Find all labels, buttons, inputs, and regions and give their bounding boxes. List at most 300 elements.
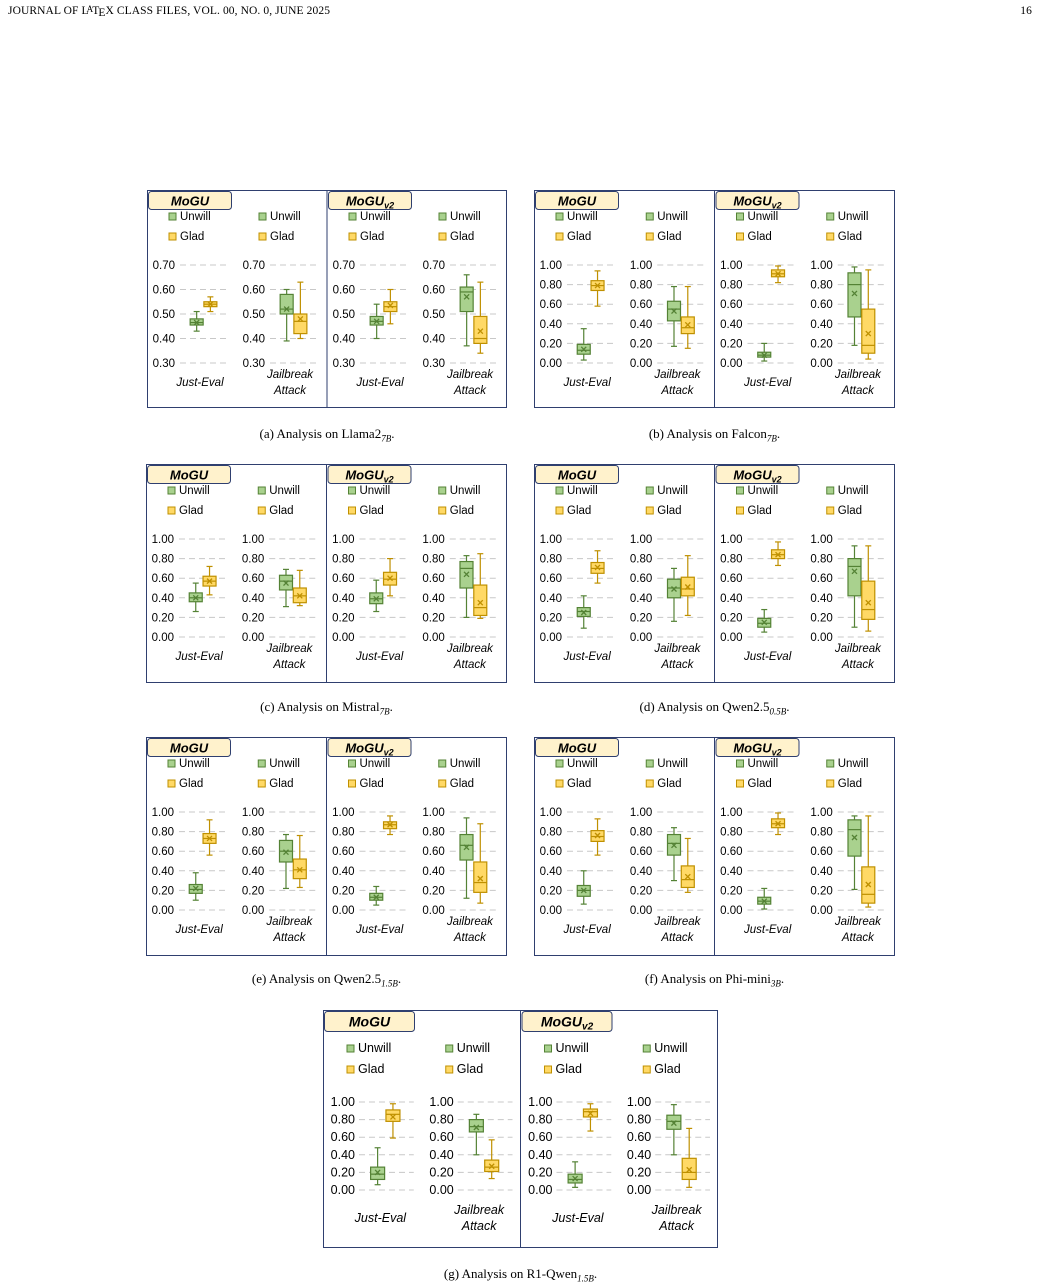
- y-tick-label: 0.60: [810, 299, 833, 312]
- svg-text:Unwill: Unwill: [837, 758, 869, 770]
- y-tick-label: 0.60: [539, 846, 562, 859]
- y-tick-label: 0.60: [629, 299, 653, 312]
- page-number: 16: [1020, 5, 1032, 17]
- panel-title-mogu: [536, 192, 619, 210]
- y-tick-label: 0.20: [330, 1165, 355, 1180]
- chart-b: [534, 190, 895, 408]
- x-label: Jailbreak Attack: [654, 643, 701, 671]
- y-tick-label: 0.60: [720, 299, 743, 312]
- y-tick-label: 0.80: [539, 553, 562, 566]
- y-tick-label: 0.20: [422, 885, 445, 898]
- x-label: Just-Eval: [743, 651, 792, 663]
- y-tick-label: 1.00: [720, 260, 743, 272]
- svg-text:Unwill: Unwill: [567, 211, 598, 223]
- y-tick-label: 0.80: [332, 826, 355, 839]
- y-tick-label: 0.40: [629, 592, 653, 605]
- y-tick-label: 0.80: [429, 1112, 454, 1127]
- svg-text:Unwill: Unwill: [179, 758, 210, 770]
- y-tick-label: 0.80: [151, 553, 174, 566]
- y-tick-label: 0.40: [528, 1147, 553, 1162]
- svg-text:Unwill: Unwill: [567, 485, 598, 497]
- y-tick-label: 1.00: [429, 1095, 454, 1109]
- svg-text:Glad: Glad: [837, 231, 863, 243]
- svg-text:MoGU: MoGU: [169, 740, 209, 756]
- y-tick-label: 0.20: [626, 1165, 652, 1180]
- panel-title-mogu: [148, 739, 231, 757]
- x-label: Just-Eval: [175, 651, 223, 663]
- figure-caption-a: (a) Analysis on $Llama2_{7B}$.: [259, 426, 395, 444]
- y-tick-label: 0.20: [422, 612, 445, 625]
- y-tick-label: 0.60: [629, 573, 653, 586]
- running-header: JOURNAL OF LATEX CLASS FILES, VOL. 00, NO. 0, JUNE 2025: [8, 4, 331, 19]
- y-tick-label: 0.00: [629, 358, 653, 370]
- y-tick-label: 0.60: [332, 284, 355, 297]
- panel-title-moguv2: [329, 192, 412, 211]
- figure-d: [534, 464, 895, 683]
- x-label: Jailbreak Attack: [454, 1203, 505, 1233]
- y-tick-label: 0.20: [241, 612, 265, 625]
- y-tick-label: 0.20: [810, 338, 833, 351]
- svg-text:Glad: Glad: [450, 231, 475, 243]
- x-label: Just-Eval: [563, 377, 611, 389]
- x-label: Jailbreak Attack: [266, 643, 313, 671]
- y-tick-label: 1.00: [330, 1095, 355, 1109]
- x-label: Just-Eval: [175, 924, 223, 936]
- y-tick-label: 0.60: [332, 573, 355, 586]
- x-label: Jailbreak Attack: [654, 369, 701, 397]
- y-tick-label: 0.60: [539, 573, 562, 586]
- svg-text:Unwill: Unwill: [657, 485, 688, 497]
- y-tick-label: 0.40: [241, 865, 265, 878]
- y-tick-label: 0.20: [629, 338, 653, 351]
- y-tick-label: 0.40: [539, 865, 562, 878]
- y-tick-label: 0.40: [810, 865, 833, 878]
- x-label: Jailbreak Attack: [446, 643, 493, 671]
- chart-a: [147, 190, 507, 408]
- svg-text:Glad: Glad: [654, 1062, 681, 1076]
- y-tick-label: 0.20: [151, 885, 174, 898]
- y-tick-label: 0.80: [422, 553, 445, 566]
- y-tick-label: 0.50: [332, 309, 355, 321]
- y-tick-label: 0.40: [422, 333, 445, 346]
- y-tick-label: 0.20: [539, 885, 562, 898]
- y-tick-label: 0.00: [241, 632, 265, 644]
- y-tick-label: 0.30: [242, 358, 265, 370]
- figure-caption-g: (g) Analysis on R1-Qwen$_{1.5B}$.: [443, 1266, 598, 1284]
- y-tick-label: 0.80: [241, 553, 265, 566]
- panel-title-moguv2: [522, 1012, 612, 1033]
- x-label: Jailbreak Attack: [834, 643, 881, 671]
- y-tick-label: 0.60: [422, 573, 445, 586]
- y-tick-label: 1.00: [720, 534, 743, 546]
- y-tick-label: 0.40: [626, 1147, 652, 1162]
- y-tick-label: 1.00: [626, 1095, 652, 1109]
- x-label: Jailbreak Attack: [651, 1203, 702, 1233]
- figure-f: [534, 737, 895, 956]
- y-tick-label: 0.20: [528, 1165, 553, 1180]
- y-tick-label: 0.60: [810, 846, 833, 859]
- y-tick-label: 0.70: [332, 260, 355, 272]
- y-tick-label: 0.00: [539, 358, 562, 370]
- y-tick-label: 0.00: [332, 905, 355, 917]
- y-tick-label: 0.00: [241, 905, 265, 917]
- y-tick-label: 0.60: [241, 573, 265, 586]
- chart-f: [534, 737, 895, 956]
- y-tick-label: 0.60: [422, 846, 445, 859]
- y-tick-label: 0.40: [720, 592, 743, 605]
- y-tick-label: 0.80: [720, 553, 743, 566]
- y-tick-label: 0.60: [151, 846, 174, 859]
- svg-text:Unwill: Unwill: [747, 485, 779, 497]
- y-tick-label: 0.00: [720, 358, 743, 370]
- svg-text:Unwill: Unwill: [654, 1041, 688, 1055]
- y-tick-label: 1.00: [539, 534, 562, 546]
- figure-caption-e: (e) Analysis on $Qwen2.5_{1.5B}$.: [251, 971, 402, 989]
- x-label: Just-Eval: [563, 924, 611, 936]
- y-tick-label: 1.00: [422, 534, 445, 546]
- svg-text:MoGUv2: MoGU$_{v2}$: [540, 1013, 594, 1033]
- figure-a: [147, 190, 507, 408]
- caption-wrap-e: [146, 971, 507, 989]
- svg-text:Glad: Glad: [456, 1062, 484, 1076]
- y-tick-label: 0.60: [332, 846, 355, 859]
- y-tick-label: 0.30: [332, 358, 355, 370]
- y-tick-label: 0.60: [422, 284, 445, 297]
- y-tick-label: 0.00: [720, 905, 743, 917]
- svg-text:MoGUv2: MoGU$_{v2}$: [345, 193, 395, 211]
- svg-text:MoGUv2: MoGU$_{v2}$: [733, 193, 782, 211]
- svg-text:Glad: Glad: [360, 231, 385, 243]
- y-tick-label: 1.00: [810, 534, 833, 546]
- svg-text:MoGUv2: MoGU$_{v2}$: [733, 467, 782, 485]
- chart-d: [534, 464, 895, 683]
- caption-wrap-g: [323, 1266, 718, 1284]
- y-tick-label: 1.00: [241, 534, 265, 546]
- svg-text:Glad: Glad: [747, 505, 772, 517]
- svg-text:Glad: Glad: [747, 231, 772, 243]
- y-tick-label: 0.00: [626, 1183, 652, 1197]
- caption-wrap-b: [534, 426, 895, 444]
- svg-text:Glad: Glad: [657, 778, 682, 790]
- svg-text:Unwill: Unwill: [270, 211, 301, 223]
- y-tick-label: 0.70: [152, 260, 175, 272]
- y-tick-label: 0.20: [539, 612, 562, 625]
- x-label: Jailbreak Attack: [266, 916, 313, 944]
- svg-text:MoGU: MoGU: [557, 193, 597, 209]
- y-tick-label: 1.00: [629, 807, 653, 819]
- panel-title-moguv2: [716, 466, 799, 485]
- y-tick-label: 0.20: [810, 885, 833, 898]
- y-tick-label: 0.80: [810, 279, 833, 292]
- svg-text:Unwill: Unwill: [837, 211, 869, 223]
- svg-text:Unwill: Unwill: [657, 758, 688, 770]
- figure-caption-d: (d) Analysis on $Qwen2.5_{0.5B}$.: [639, 699, 790, 717]
- y-tick-label: 0.80: [629, 826, 653, 839]
- y-tick-label: 0.20: [629, 612, 653, 625]
- svg-text:Glad: Glad: [269, 778, 294, 790]
- svg-text:Glad: Glad: [180, 231, 205, 243]
- y-tick-label: 0.80: [720, 826, 743, 839]
- figure-b: [534, 190, 895, 408]
- y-tick-label: 0.00: [151, 905, 174, 917]
- panel-title-mogu: [149, 192, 232, 210]
- svg-text:Glad: Glad: [657, 231, 682, 243]
- chart-e: [146, 737, 507, 956]
- y-tick-label: 0.40: [429, 1147, 454, 1162]
- y-tick-label: 0.40: [332, 333, 355, 346]
- y-tick-label: 1.00: [332, 534, 355, 546]
- y-tick-label: 0.70: [242, 260, 265, 272]
- y-tick-label: 0.00: [332, 632, 355, 644]
- y-tick-label: 0.60: [539, 299, 562, 312]
- svg-text:MoGU: MoGU: [170, 193, 210, 209]
- y-tick-label: 0.00: [539, 905, 562, 917]
- y-tick-label: 0.20: [332, 885, 355, 898]
- svg-text:Unwill: Unwill: [837, 485, 869, 497]
- svg-text:Glad: Glad: [269, 505, 294, 517]
- y-tick-label: 0.80: [629, 553, 653, 566]
- y-tick-label: 0.80: [241, 826, 265, 839]
- y-tick-label: 0.80: [810, 553, 833, 566]
- y-tick-label: 0.20: [241, 885, 265, 898]
- y-tick-label: 0.80: [810, 826, 833, 839]
- figure-caption-b: (b) Analysis on Falcon$_{7B}$.: [648, 426, 781, 444]
- svg-text:MoGU: MoGU: [557, 740, 597, 756]
- figure-c: [146, 464, 507, 683]
- svg-text:Glad: Glad: [747, 778, 772, 790]
- svg-text:MoGUv2: MoGU$_{v2}$: [345, 740, 394, 758]
- x-label: Just-Eval: [552, 1211, 604, 1225]
- svg-text:Unwill: Unwill: [179, 485, 210, 497]
- svg-text:Unwill: Unwill: [359, 485, 391, 497]
- y-tick-label: 0.00: [528, 1183, 553, 1197]
- y-tick-label: 0.00: [330, 1183, 355, 1197]
- y-tick-label: 0.60: [720, 846, 743, 859]
- x-label: Just-Eval: [743, 924, 792, 936]
- svg-text:MoGU: MoGU: [169, 467, 209, 483]
- y-tick-label: 0.70: [422, 260, 445, 272]
- y-tick-label: 0.40: [629, 865, 653, 878]
- y-tick-label: 0.40: [539, 592, 562, 605]
- y-tick-label: 1.00: [539, 260, 562, 272]
- figure-e: [146, 737, 507, 956]
- figure-caption-f: (f) Analysis on Phi-mini$_{3B}$.: [644, 971, 785, 989]
- panel-title-mogu: [536, 466, 619, 484]
- y-tick-label: 1.00: [810, 260, 833, 272]
- figure-g: [323, 1010, 718, 1248]
- svg-text:Glad: Glad: [358, 1062, 385, 1076]
- y-tick-label: 0.00: [422, 632, 445, 644]
- y-tick-label: 0.20: [151, 612, 174, 625]
- x-label: Jailbreak Attack: [446, 916, 493, 944]
- y-tick-label: 0.40: [720, 318, 743, 331]
- svg-text:Unwill: Unwill: [657, 211, 688, 223]
- x-label: Jailbreak Attack: [446, 369, 494, 397]
- svg-text:Glad: Glad: [657, 505, 682, 517]
- svg-text:Glad: Glad: [567, 505, 592, 517]
- y-tick-label: 0.40: [151, 592, 174, 605]
- chart-c: [146, 464, 507, 683]
- svg-text:Unwill: Unwill: [747, 211, 779, 223]
- panel-title-mogu: [148, 466, 231, 484]
- y-tick-label: 1.00: [422, 807, 445, 819]
- x-label: Just-Eval: [355, 651, 404, 663]
- svg-text:Unwill: Unwill: [360, 211, 391, 223]
- svg-text:Unwill: Unwill: [450, 211, 481, 223]
- y-tick-label: 0.40: [152, 333, 175, 346]
- y-tick-label: 0.60: [242, 284, 265, 297]
- y-tick-label: 0.80: [151, 826, 174, 839]
- y-tick-label: 0.60: [810, 573, 833, 586]
- y-tick-label: 1.00: [528, 1095, 553, 1109]
- svg-text:Unwill: Unwill: [358, 1041, 392, 1055]
- y-tick-label: 0.60: [528, 1130, 553, 1145]
- y-tick-label: 1.00: [720, 807, 743, 819]
- x-label: Just-Eval: [176, 377, 224, 389]
- y-tick-label: 0.00: [720, 632, 743, 644]
- y-tick-label: 0.00: [151, 632, 174, 644]
- y-tick-label: 0.40: [242, 333, 265, 346]
- svg-text:Glad: Glad: [567, 778, 592, 790]
- svg-text:MoGUv2: MoGU$_{v2}$: [345, 467, 394, 485]
- x-label: Just-Eval: [563, 651, 611, 663]
- y-tick-label: 0.40: [422, 592, 445, 605]
- svg-text:Glad: Glad: [270, 231, 295, 243]
- y-tick-label: 1.00: [629, 534, 653, 546]
- x-label: Just-Eval: [354, 1211, 407, 1225]
- y-tick-label: 0.20: [720, 885, 743, 898]
- y-tick-label: 0.00: [429, 1183, 454, 1197]
- y-tick-label: 0.80: [539, 826, 562, 839]
- y-tick-label: 1.00: [332, 807, 355, 819]
- y-tick-label: 0.20: [629, 885, 653, 898]
- y-tick-label: 0.80: [330, 1112, 355, 1127]
- y-tick-label: 0.60: [152, 284, 175, 297]
- x-label: Jailbreak Attack: [834, 369, 881, 397]
- figure-caption-c: (c) Analysis on Mistral$_{7B}$.: [260, 699, 393, 717]
- caption-wrap-d: [534, 699, 895, 717]
- y-tick-label: 0.20: [720, 612, 743, 625]
- x-label: Jailbreak Attack: [266, 369, 314, 397]
- y-tick-label: 0.20: [332, 612, 355, 625]
- y-tick-label: 0.60: [330, 1130, 355, 1145]
- y-tick-label: 1.00: [151, 534, 174, 546]
- y-tick-label: 0.40: [720, 865, 743, 878]
- y-tick-label: 0.80: [629, 279, 653, 292]
- y-tick-label: 0.80: [332, 553, 355, 566]
- svg-text:Glad: Glad: [555, 1062, 582, 1076]
- y-tick-label: 0.00: [810, 358, 833, 370]
- panel-title-moguv2: [716, 739, 799, 758]
- y-tick-label: 0.00: [810, 632, 833, 644]
- svg-text:Glad: Glad: [359, 778, 384, 790]
- y-tick-label: 0.40: [151, 865, 174, 878]
- y-tick-label: 0.40: [332, 592, 355, 605]
- y-tick-label: 0.60: [429, 1130, 454, 1145]
- y-tick-label: 0.20: [810, 612, 833, 625]
- panel-title-mogu: [536, 739, 619, 757]
- svg-text:Glad: Glad: [359, 505, 384, 517]
- y-tick-label: 0.40: [422, 865, 445, 878]
- svg-text:Unwill: Unwill: [359, 758, 391, 770]
- y-tick-label: 1.00: [241, 807, 265, 819]
- y-tick-label: 1.00: [151, 807, 174, 819]
- y-tick-label: 0.40: [539, 318, 562, 331]
- y-tick-label: 0.30: [152, 358, 175, 370]
- y-tick-label: 0.80: [528, 1112, 553, 1127]
- svg-text:Glad: Glad: [179, 505, 204, 517]
- y-tick-label: 0.50: [422, 309, 445, 321]
- svg-text:Glad: Glad: [449, 778, 475, 790]
- svg-text:MoGU: MoGU: [348, 1013, 391, 1030]
- x-label: Jailbreak Attack: [834, 916, 881, 944]
- y-tick-label: 1.00: [810, 807, 833, 819]
- y-tick-label: 0.00: [629, 632, 653, 644]
- y-tick-label: 1.00: [539, 807, 562, 819]
- svg-text:Unwill: Unwill: [456, 1041, 491, 1055]
- x-label: Just-Eval: [356, 377, 404, 389]
- caption-wrap-a: [147, 426, 507, 444]
- y-tick-label: 0.40: [241, 592, 265, 605]
- y-tick-label: 0.80: [626, 1112, 652, 1127]
- y-tick-label: 0.40: [330, 1147, 355, 1162]
- svg-text:Unwill: Unwill: [269, 758, 300, 770]
- panel-title-mogu: [325, 1012, 415, 1032]
- y-tick-label: 0.00: [629, 905, 653, 917]
- svg-text:Glad: Glad: [837, 778, 863, 790]
- y-tick-label: 0.60: [720, 573, 743, 586]
- panel-title-moguv2: [328, 739, 411, 758]
- y-tick-label: 0.60: [241, 846, 265, 859]
- svg-text:Unwill: Unwill: [180, 211, 211, 223]
- svg-text:Glad: Glad: [837, 505, 863, 517]
- y-tick-label: 0.40: [810, 318, 833, 331]
- y-tick-label: 0.40: [810, 592, 833, 605]
- y-tick-label: 1.00: [629, 260, 653, 272]
- svg-text:Unwill: Unwill: [269, 485, 300, 497]
- panel-title-moguv2: [716, 192, 799, 211]
- svg-text:MoGUv2: MoGU$_{v2}$: [733, 740, 782, 758]
- svg-text:MoGU: MoGU: [557, 467, 597, 483]
- x-label: Just-Eval: [355, 924, 404, 936]
- y-tick-label: 0.60: [151, 573, 174, 586]
- y-tick-label: 0.00: [539, 632, 562, 644]
- y-tick-label: 0.20: [429, 1165, 454, 1180]
- svg-text:Unwill: Unwill: [747, 758, 779, 770]
- y-tick-label: 0.00: [810, 905, 833, 917]
- y-tick-label: 0.20: [720, 338, 743, 351]
- y-tick-label: 0.80: [422, 826, 445, 839]
- y-tick-label: 0.50: [152, 309, 175, 321]
- y-tick-label: 0.00: [422, 905, 445, 917]
- svg-text:Unwill: Unwill: [567, 758, 598, 770]
- svg-text:Unwill: Unwill: [449, 485, 481, 497]
- y-tick-label: 0.40: [629, 318, 653, 331]
- y-tick-label: 0.80: [539, 279, 562, 292]
- y-tick-label: 0.80: [720, 279, 743, 292]
- caption-wrap-c: [146, 699, 507, 717]
- caption-wrap-f: [534, 971, 895, 989]
- svg-text:Unwill: Unwill: [449, 758, 481, 770]
- y-tick-label: 0.30: [422, 358, 445, 370]
- chart-g: [323, 1010, 718, 1248]
- x-label: Just-Eval: [743, 377, 792, 389]
- y-tick-label: 0.50: [242, 309, 265, 321]
- y-tick-label: 0.60: [629, 846, 653, 859]
- y-tick-label: 0.40: [332, 865, 355, 878]
- panel-title-moguv2: [328, 466, 411, 485]
- y-tick-label: 0.20: [539, 338, 562, 351]
